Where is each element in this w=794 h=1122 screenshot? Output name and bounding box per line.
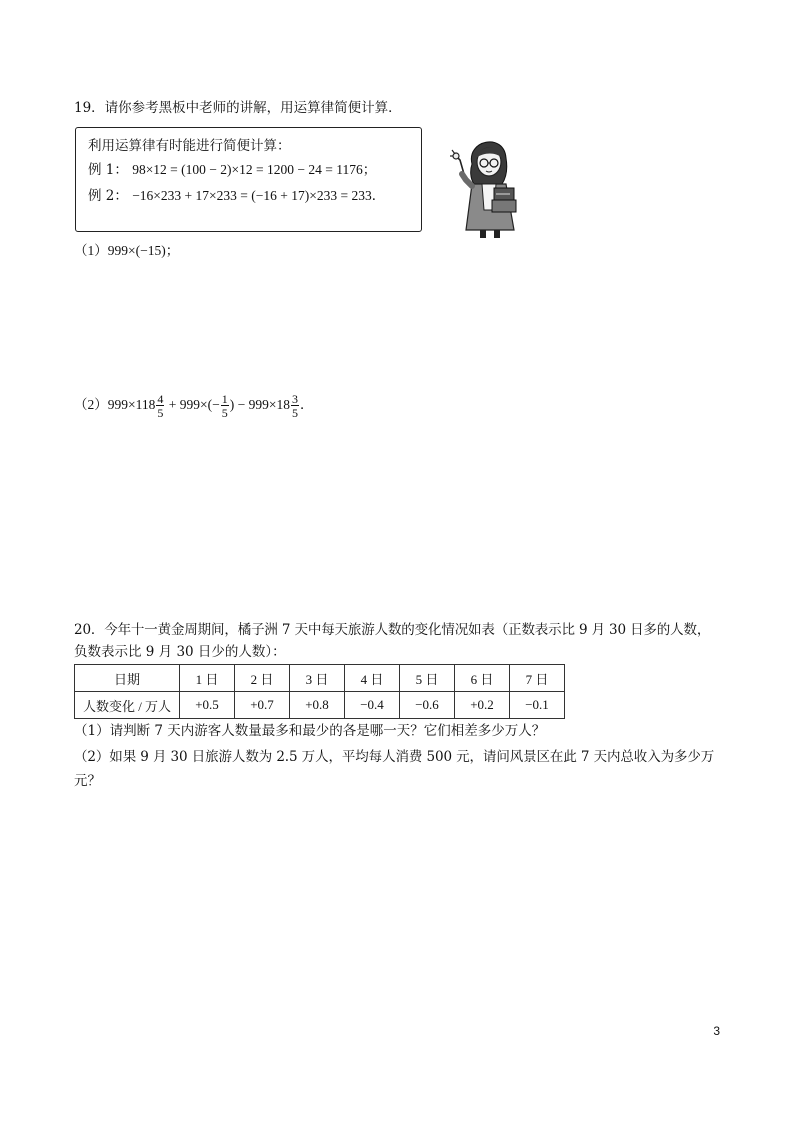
table-row-dates (75, 665, 565, 692)
board-example-2 (88, 183, 385, 209)
q20-part-1: （1）请判断 7 天内游客人数量最多和最少的各是哪一天？它们相差多少万人？ (74, 723, 546, 739)
fraction-3-5: $\frac{3}{5}$ (291, 391, 298, 420)
fraction-1-5: $\frac{1}{5}$ (221, 391, 228, 420)
part-2-term-4: ． (299, 397, 314, 412)
part-2-term-2: + 999×(− (165, 397, 220, 412)
table-cell: −0.6 (400, 692, 455, 719)
part-2-term-1: 999×118 (107, 397, 156, 412)
q20-line-2: 负数表示比 9 月 30 日少的人数）： (74, 644, 286, 660)
table-cell: +0.5 (180, 692, 235, 719)
table-cell: −0.4 (345, 692, 400, 719)
part-2-label: （2） (74, 397, 108, 412)
table-cell: 7 日 (510, 665, 565, 692)
example-1-label: 例 1： (88, 162, 128, 178)
blackboard-box (75, 127, 422, 232)
table-cell: 5 日 (400, 665, 455, 692)
table-header-date: 日期 (75, 665, 180, 692)
teacher-illustration (448, 130, 526, 238)
example-1-expression: 98×12 = (100 − 2)×12 = 1200 − 24 = 1176； (132, 162, 377, 177)
q19-intro: 19．请你参考黑板中老师的讲解，用运算律简便计算． (74, 100, 402, 116)
table-cell: 3 日 (290, 665, 345, 692)
table-cell: 6 日 (455, 665, 510, 692)
table-header-change: 人数变化 / 万人 (75, 692, 180, 719)
board-line-1: 利用运算律有时能进行简便计算： (88, 138, 291, 154)
table-cell: −0.1 (510, 692, 565, 719)
q20-part-2-line-1: （2）如果 9 月 30 日旅游人数为 2.5 万人，平均每人消费 500 元，请问风景区在此 7 天内总收入为多少万 (74, 749, 715, 765)
board-example-1 (88, 157, 385, 183)
part-2-term-3: ) − 999×18 (229, 397, 290, 412)
table-cell: +0.7 (235, 692, 290, 719)
q20-part-2-line-2: 元？ (74, 773, 101, 789)
q19-part-2 (74, 390, 313, 420)
table-cell: 2 日 (235, 665, 290, 692)
q20-line-1: 20．今年十一黄金周期间，橘子洲 7 天中每天旅游人数的变化情况如表（正数表示比 9 月 30 日多的人数， (74, 622, 711, 638)
page-number: 3 (713, 1024, 720, 1038)
table-cell: +0.2 (455, 692, 510, 719)
q19-part-1: （1）999×(−15)； (74, 243, 180, 258)
example-2-label: 例 2： (88, 188, 128, 204)
visitor-change-table (74, 664, 565, 719)
table-cell: 1 日 (180, 665, 235, 692)
example-2-expression: −16×233 + 17×233 = (−16 + 17)×233 = 233． (132, 188, 386, 203)
table-cell: 4 日 (345, 665, 400, 692)
table-row-changes (75, 692, 565, 719)
table-cell: +0.8 (290, 692, 345, 719)
fraction-4-5: $\frac{4}{5}$ (157, 391, 164, 420)
